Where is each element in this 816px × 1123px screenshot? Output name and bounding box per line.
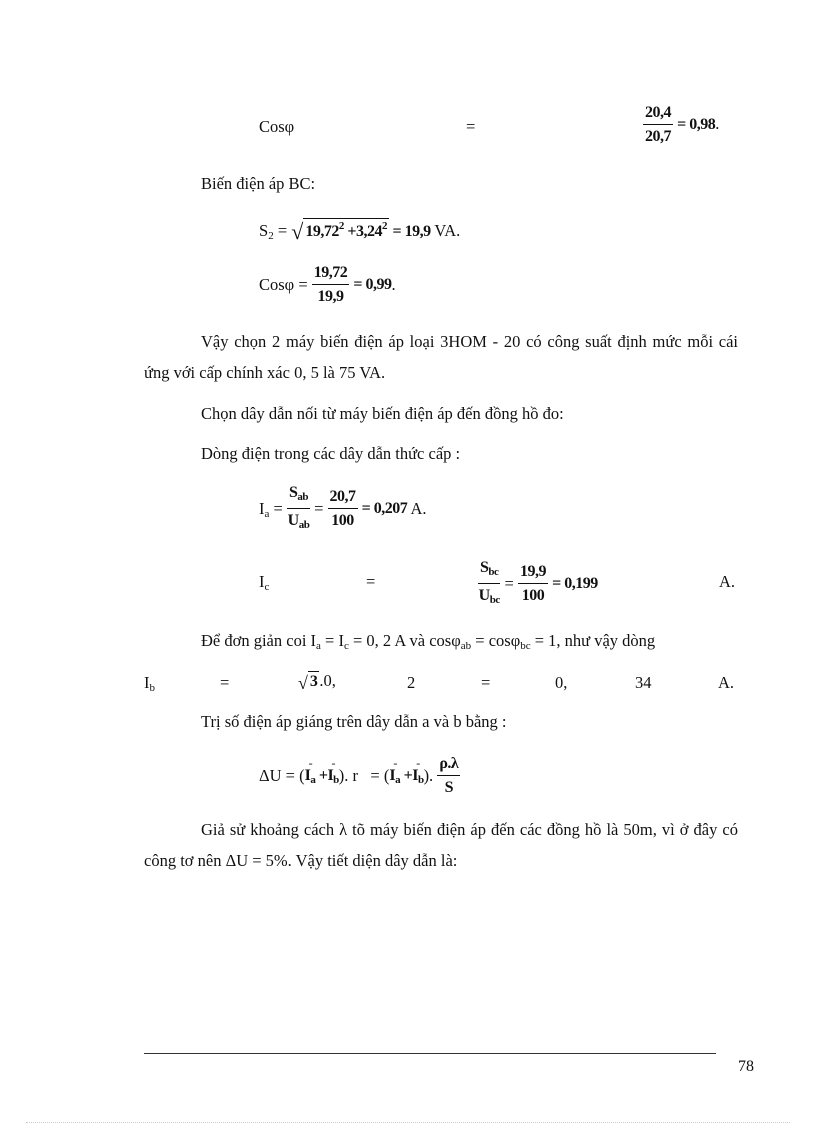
ib-val-2: 2: [407, 673, 416, 692]
unit: VA.: [430, 221, 461, 240]
ib-equals: =: [220, 673, 230, 692]
ia-formula: $I_a$ = $\frac{S_{ab}}{U_{ab}}$ = $\frac{20,7}{100}$ = 0,207 A.: [259, 484, 427, 534]
paragraph-1: Vậy chọn 2 máy biến điện áp loại 3HOM - 20 có công suất định mức mỗi cái ứng với cấp chính xác 0, 5 là 75 VA.: [144, 332, 738, 382]
fraction-values: $\frac{20,7}{100}$: [329, 488, 356, 529]
sqrt-icon: √: [298, 673, 308, 693]
sqrt-icon: √: [291, 219, 304, 244]
fraction: [312, 264, 350, 306]
period: .: [391, 275, 396, 294]
ic-unit: A.: [719, 572, 736, 591]
fraction-values: $\frac{19,9}{100}$: [519, 563, 546, 604]
equals: =: [273, 221, 292, 240]
ib-unit: A.: [718, 673, 735, 692]
result: = 0,98: [677, 115, 716, 133]
paragraph-2: Chọn dây dẫn nối từ máy biến điện áp đến đồng hồ đo:: [201, 404, 564, 423]
ib-equals-2: =: [481, 673, 491, 692]
fraction-rho-lambda: $\frac{\rho.\lambda}{S}$: [439, 755, 459, 796]
ib-label: $I_b$: [144, 673, 155, 694]
paragraph-4: Để đơn giản coi $I_a = I_c = 0$, 2 A và cosφ$_{ab}$ = cosφ$_{bc}$ = 1, như vậy dòng: [201, 631, 656, 652]
subscript: 2: [268, 230, 274, 242]
numerator: 19,72: [312, 264, 350, 285]
ib-sqrt: √ 3 .0,: [298, 671, 336, 693]
footer-divider: [144, 1053, 716, 1054]
cos-label-1: Cosφ: [259, 117, 295, 136]
paragraph-5: Trị số điện áp giáng trên dây dẫn a và b bằng :: [201, 712, 507, 731]
s-symbol: S: [259, 221, 269, 240]
paragraph-3: Dòng điện trong các dây dẫn thức cấp :: [201, 444, 461, 463]
result: = 19,9: [388, 223, 431, 240]
fraction: [643, 104, 673, 146]
denominator: 19,9: [317, 288, 344, 305]
delta-u-formula: ΔU = (- $I_a +- I_b$). r = (- $I_a +- I_b$). $\frac{\rho.\lambda}{S}$: [259, 755, 460, 797]
equals-1: =: [466, 117, 476, 136]
page-number: 78: [738, 1058, 754, 1075]
numerator: 20,4: [643, 104, 673, 125]
cos-label-2: Cosφ =: [259, 275, 308, 294]
ic-equals: =: [366, 572, 376, 591]
paragraph-6: Giả sử khoảng cách λ tõ máy biến điện áp đến các đồng hồ là 50m, vì ở đây có công tơ nên ΔU = 5%. Vậy tiết diện dây dẫn là:: [144, 820, 738, 870]
s2-formula: [259, 218, 460, 245]
result: = 0,99: [353, 276, 392, 293]
fraction-s-u: $\frac{S_{bc}}{U_{bc}}$: [478, 559, 500, 606]
fraction-s-u: $\frac{S_{ab}}{U_{ab}}$: [287, 484, 310, 531]
ib-val-0: 0,: [555, 673, 568, 692]
ib-val-34: 34: [635, 673, 652, 692]
section-text-bc: Biến điện áp BC:: [201, 174, 316, 193]
period: .: [715, 113, 720, 133]
denominator: 20,7: [645, 128, 671, 145]
cos-formula-1: [643, 104, 719, 146]
cos-formula-2: [259, 264, 396, 306]
radicand: $19,72^2 +3,24^2$: [305, 220, 387, 240]
ic-label: $I_c$: [259, 572, 270, 593]
ic-formula: $\frac{S_{bc}}{U_{bc}}$ = $\frac{19,9}{100}$ = 0,199: [478, 559, 598, 609]
